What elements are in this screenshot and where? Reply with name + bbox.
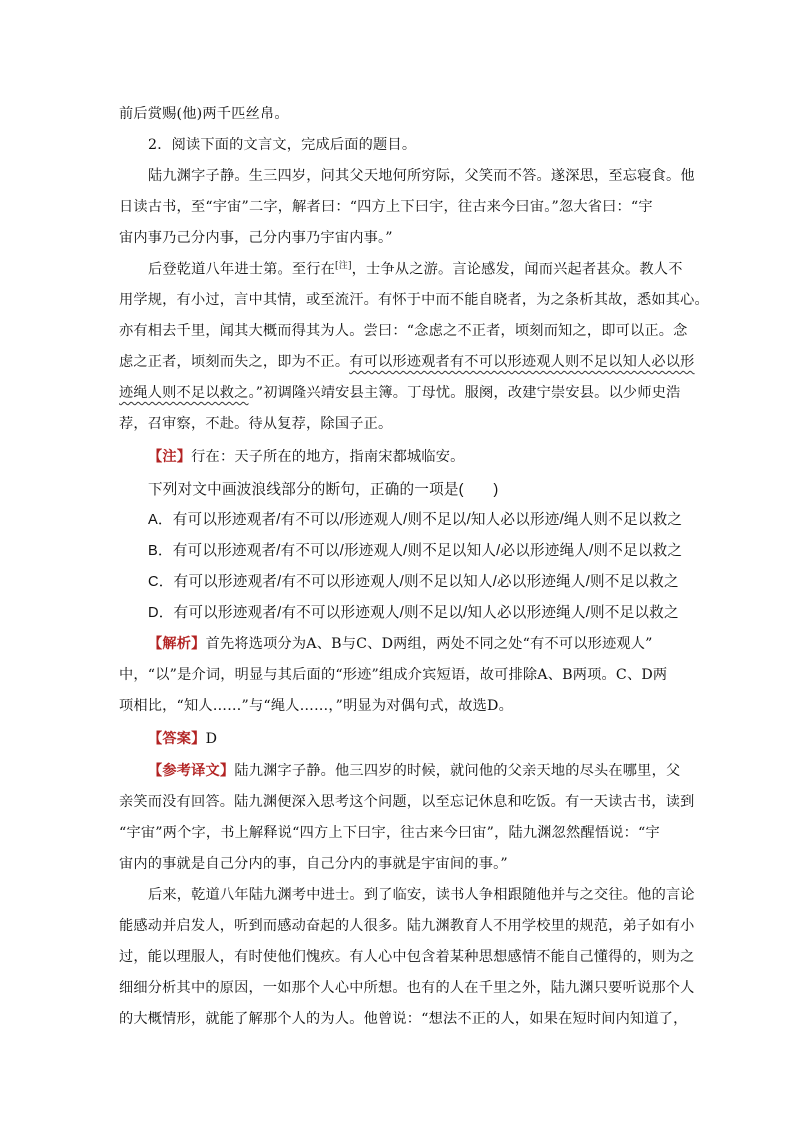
translation-line: 过，能以理服人，有时使他们愧疚。有人心中包含着某种思想感情不能自己懂得的，则为之 bbox=[119, 949, 695, 965]
analysis-text: 首先将选项分为A、B与C、D两组，两处不同之处“有不可以形迹观人” bbox=[205, 636, 653, 652]
note-tag: 【注】 bbox=[148, 449, 192, 465]
passage-text: ，士争从之游。言论感发，闻而兴起者甚众。教人不 bbox=[351, 261, 683, 278]
prev-translation-tail: 前后赏赐(他)两千匹丝帛。 bbox=[119, 106, 289, 122]
analysis-line: 中，“以”是介词，明显与其后面的“形迹”组成介宾短语，故可排除A、B两项。C、D两 bbox=[119, 667, 668, 683]
translation-line: 细细分析其中的原因，一如那个人心中所想。也有的人在千里之外，陆九渊只要听说那个人 bbox=[119, 980, 695, 996]
note-text: 行在：天子所在的地方，指南宋都城临安。 bbox=[191, 449, 465, 465]
option-d: D．有可以形迹观者/有不可以形迹观人/则不足以/知人必以形迹绳人/则不足以救之 bbox=[148, 605, 679, 621]
option-b: B．有可以形迹观者/有不可以/形迹观人/则不足以知人/必以形迹绳人/则不足以救之 bbox=[148, 543, 683, 559]
passage-line bbox=[119, 351, 695, 371]
passage-text: 后登乾道八年进士第。至行在 bbox=[148, 261, 336, 278]
passage-line bbox=[119, 382, 680, 402]
translation-line bbox=[148, 760, 680, 780]
analysis-line: 项相比，“知人……”与“绳人……，”明显为对偶句式，故选D。 bbox=[119, 698, 513, 714]
option-c: C．有可以形迹观者/有不可以形迹观人/则不足以知人/必以形迹绳人/则不足以救之 bbox=[148, 574, 679, 590]
passage-line: 宙内事乃己分内事，己分内事乃宇宙内事。” bbox=[119, 230, 393, 246]
question-stem: 下列对文中画波浪线部分的断句，正确的一项是( ) bbox=[148, 482, 499, 498]
answer-tag: 【答案】 bbox=[148, 731, 206, 747]
translation-line: 宙内的事就是自己分内的事，自己分内的事就是宇宙间的事。” bbox=[119, 856, 508, 872]
passage-text: 虑之正者，顷刻而失之，即为不正。 bbox=[119, 354, 350, 370]
wavy-underlined-text: 迹绳人则不足以救之 bbox=[119, 385, 249, 401]
translation-line: 能感动并启发人，听到而感动奋起的人很多。陆九渊教育人不用学校里的规范，弟子如有小 bbox=[119, 918, 695, 934]
translation-line: 后来，乾道八年陆九渊考中进士。到了临安，读书人争相跟随他并与之交往。他的言论 bbox=[148, 887, 695, 903]
analysis-line bbox=[148, 633, 653, 653]
passage-line: 日读古书，至“宇宙”二字，解者曰：“四方上下曰宇，往古来今曰宙。”忽大省曰：“宇 bbox=[119, 199, 653, 215]
answer-value: D bbox=[205, 731, 218, 747]
translation-text: 陆九渊字子静。他三四岁的时候，就问他的父亲天地的尽头在哪里，父 bbox=[234, 763, 681, 779]
passage-text: 。”初调隆兴靖安县主簿。丁母忧。服阕，改建宁崇安县。以少师史浩 bbox=[248, 385, 681, 401]
translation-line: “宇宙”两个字，书上解释说“四方上下曰宇，往古来今曰宙”，陆九渊忽然醒悟说：“宇 bbox=[119, 825, 660, 841]
translation-tag: 【参考译文】 bbox=[148, 763, 235, 779]
translation-line: 亲笑而没有回答。陆九渊便深入思考这个问题，以至忘记休息和吃饭。有一天读古书，读到 bbox=[119, 794, 695, 810]
analysis-tag: 【解析】 bbox=[148, 636, 206, 652]
passage-line: 荐，召审察，不赴。待从复荐，除国子正。 bbox=[119, 416, 393, 432]
answer-line bbox=[148, 728, 217, 748]
translation-line: 的大概情形，就能了解那个人的为人。他曾说：“想法不正的人，如果在短时间内知道了， bbox=[119, 1011, 688, 1027]
question-heading: 2．阅读下面的文言文，完成后面的题目。 bbox=[148, 137, 417, 153]
passage-line: 陆九渊字子静。生三四岁，问其父天地何所穷际，父笑而不答。遂深思，至忘寝食。他 bbox=[148, 168, 695, 184]
passage-line bbox=[148, 258, 683, 279]
wavy-underlined-text: 有可以形迹观者有不可以形迹观人则不足以知人必以形 bbox=[349, 354, 695, 370]
passage-line: 用学规，有小过，言中其情，或至流汗。有怀于中而不能自晓者，为之条析其故，悉如其心。 bbox=[119, 292, 709, 308]
option-a: A．有可以形迹观者/有不可以/形迹观人/则不足以/知人必以形迹/绳人则不足以救之 bbox=[148, 512, 683, 528]
note-marker: [注] bbox=[335, 261, 352, 271]
passage-line: 亦有相去千里，闻其大概而得其为人。尝曰：“念虑之不正者，顷刻而知之，即可以正。念 bbox=[119, 323, 688, 339]
note-line bbox=[148, 446, 465, 466]
